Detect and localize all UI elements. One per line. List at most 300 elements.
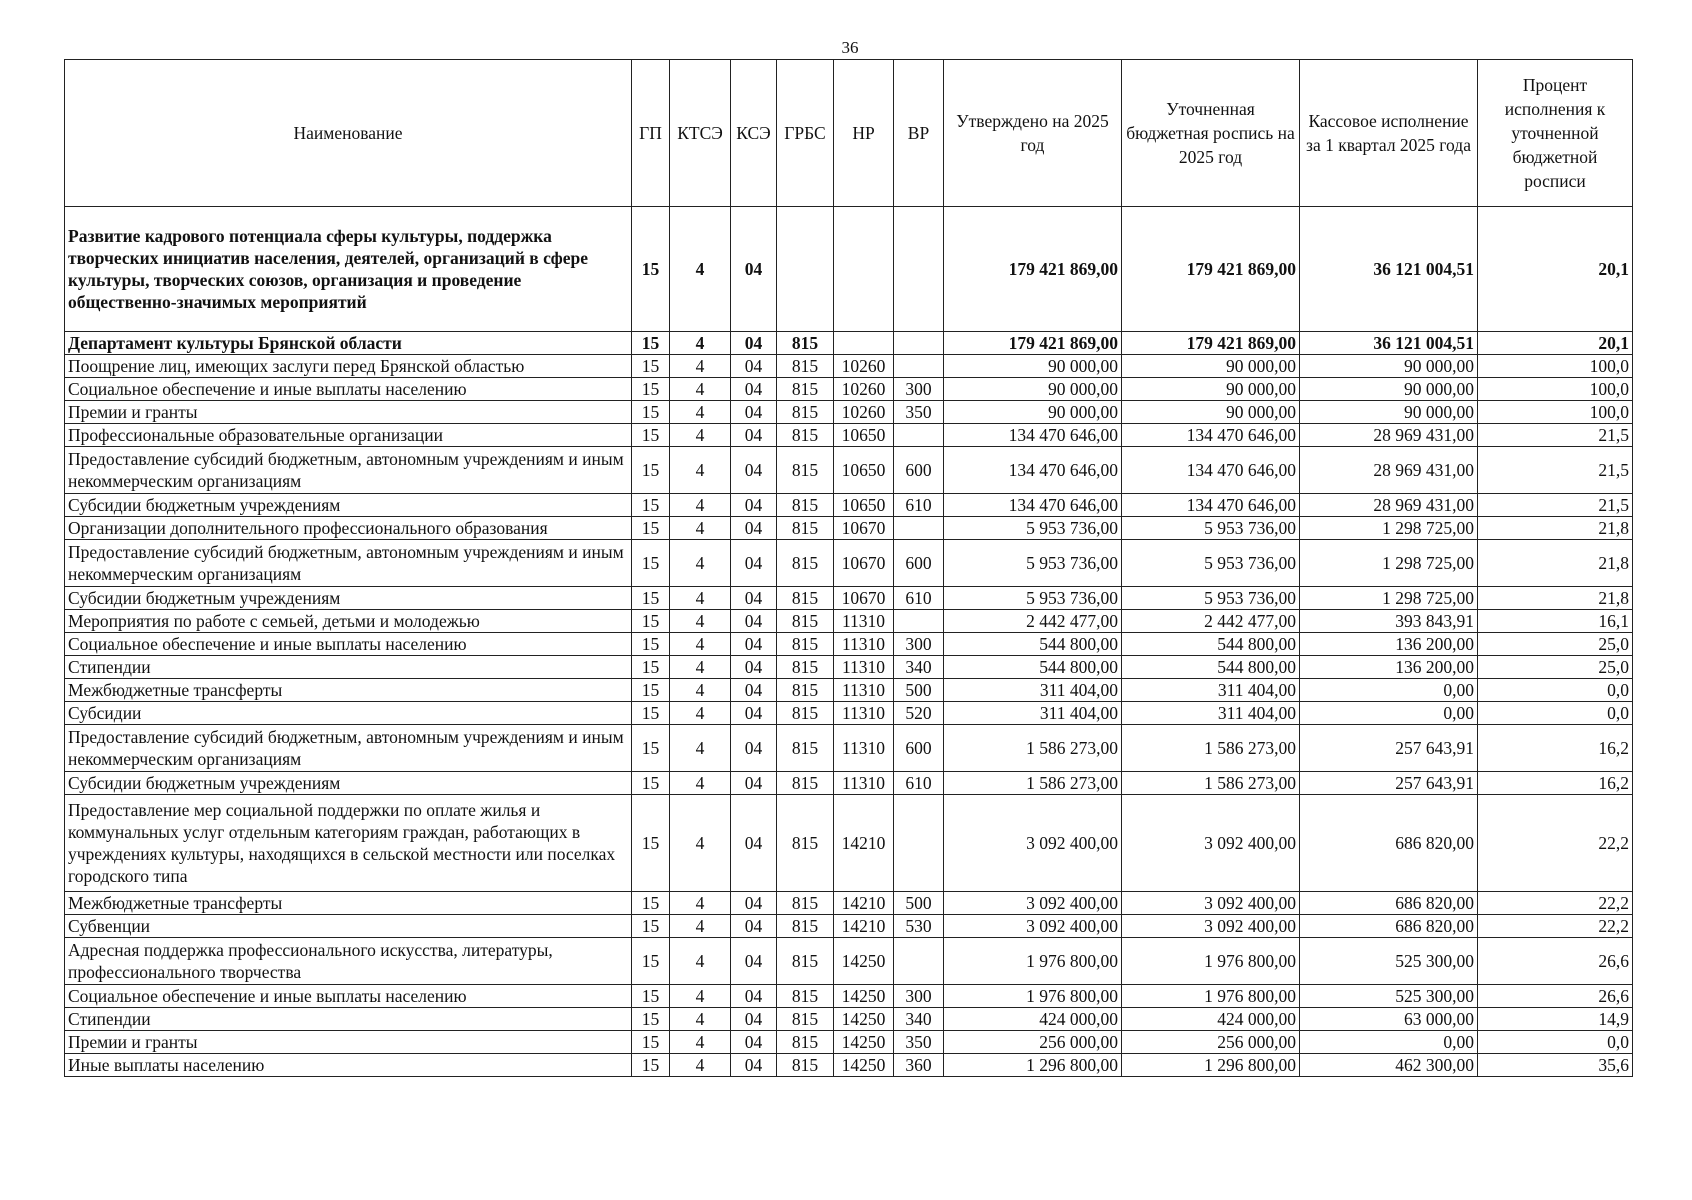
row-ktse: 4 (670, 985, 731, 1008)
row-cash: 525 300,00 (1300, 985, 1478, 1008)
row-vr: 610 (894, 772, 944, 795)
row-gp: 15 (632, 1054, 670, 1077)
row-grbs: 815 (777, 1031, 834, 1054)
row-gp: 15 (632, 892, 670, 915)
row-cash: 1 298 725,00 (1300, 587, 1478, 610)
row-refined: 90 000,00 (1122, 378, 1300, 401)
row-nr: 11310 (834, 725, 894, 772)
row-ktse: 4 (670, 725, 731, 772)
row-approved: 424 000,00 (944, 1008, 1122, 1031)
row-grbs: 815 (777, 401, 834, 424)
row-percent: 20,1 (1478, 207, 1633, 332)
row-gp: 15 (632, 985, 670, 1008)
row-vr: 340 (894, 656, 944, 679)
row-refined: 544 800,00 (1122, 633, 1300, 656)
row-cash: 525 300,00 (1300, 938, 1478, 985)
row-kse: 04 (731, 540, 777, 587)
header-vr: ВР (894, 60, 944, 207)
row-gp: 15 (632, 772, 670, 795)
header-nr: НР (834, 60, 894, 207)
row-grbs: 815 (777, 517, 834, 540)
row-gp: 15 (632, 725, 670, 772)
row-name: Стипендии (65, 656, 632, 679)
row-ktse: 4 (670, 494, 731, 517)
row-vr: 600 (894, 725, 944, 772)
table-row (65, 679, 1633, 702)
row-approved: 544 800,00 (944, 656, 1122, 679)
row-vr (894, 355, 944, 378)
row-refined: 2 442 477,00 (1122, 610, 1300, 633)
row-name: Социальное обеспечение и иные выплаты населению (65, 633, 632, 656)
row-ktse: 4 (670, 540, 731, 587)
table-row (65, 656, 1633, 679)
row-approved: 134 470 646,00 (944, 424, 1122, 447)
row-cash: 28 969 431,00 (1300, 494, 1478, 517)
row-refined: 90 000,00 (1122, 355, 1300, 378)
row-nr: 14250 (834, 985, 894, 1008)
row-grbs: 815 (777, 332, 834, 355)
row-percent: 21,8 (1478, 587, 1633, 610)
row-cash: 686 820,00 (1300, 795, 1478, 892)
row-grbs: 815 (777, 540, 834, 587)
row-gp: 15 (632, 494, 670, 517)
row-gp: 15 (632, 540, 670, 587)
row-approved: 5 953 736,00 (944, 517, 1122, 540)
budget-execution-table (64, 59, 1633, 1077)
row-grbs: 815 (777, 355, 834, 378)
row-cash: 28 969 431,00 (1300, 447, 1478, 494)
row-ktse: 4 (670, 772, 731, 795)
row-gp: 15 (632, 679, 670, 702)
row-nr: 11310 (834, 702, 894, 725)
row-grbs: 815 (777, 447, 834, 494)
row-grbs: 815 (777, 985, 834, 1008)
row-nr (834, 332, 894, 355)
row-approved: 5 953 736,00 (944, 587, 1122, 610)
table-row (65, 378, 1633, 401)
row-ktse: 4 (670, 424, 731, 447)
table-row (65, 1054, 1633, 1077)
header-name: Наименование (65, 60, 632, 207)
row-approved: 3 092 400,00 (944, 795, 1122, 892)
row-percent: 22,2 (1478, 892, 1633, 915)
row-percent: 16,2 (1478, 772, 1633, 795)
row-approved: 3 092 400,00 (944, 892, 1122, 915)
header-approved: Утверждено на 2025 год (944, 60, 1122, 207)
row-name: Развитие кадрового потенциала сферы культуры, поддержка творческих инициатив населения, деятелей, организаций в сфере культуры, творческих союзов, организация и проведение общественно-значимых мероприятий (65, 207, 632, 332)
row-name: Предоставление субсидий бюджетным, автономным учреждениям и иным некоммерческим организациям (65, 540, 632, 587)
row-ktse: 4 (670, 938, 731, 985)
row-vr: 530 (894, 915, 944, 938)
header-grbs: ГРБС (777, 60, 834, 207)
row-kse: 04 (731, 332, 777, 355)
row-ktse: 4 (670, 517, 731, 540)
row-percent: 0,0 (1478, 702, 1633, 725)
row-cash: 28 969 431,00 (1300, 424, 1478, 447)
row-nr: 10670 (834, 517, 894, 540)
row-grbs: 815 (777, 378, 834, 401)
row-cash: 0,00 (1300, 679, 1478, 702)
row-approved: 134 470 646,00 (944, 447, 1122, 494)
row-grbs: 815 (777, 1008, 834, 1031)
row-refined: 179 421 869,00 (1122, 332, 1300, 355)
row-kse: 04 (731, 517, 777, 540)
row-ktse: 4 (670, 702, 731, 725)
row-refined: 5 953 736,00 (1122, 540, 1300, 587)
row-percent: 100,0 (1478, 355, 1633, 378)
row-approved: 1 586 273,00 (944, 725, 1122, 772)
row-gp: 15 (632, 656, 670, 679)
row-name: Департамент культуры Брянской области (65, 332, 632, 355)
row-cash: 686 820,00 (1300, 915, 1478, 938)
table-row (65, 892, 1633, 915)
row-refined: 3 092 400,00 (1122, 892, 1300, 915)
table-row (65, 494, 1633, 517)
row-grbs: 815 (777, 587, 834, 610)
row-ktse: 4 (670, 355, 731, 378)
row-refined: 5 953 736,00 (1122, 587, 1300, 610)
row-cash: 462 300,00 (1300, 1054, 1478, 1077)
row-ktse: 4 (670, 401, 731, 424)
row-name: Мероприятия по работе с семьей, детьми и молодежью (65, 610, 632, 633)
row-name: Субвенции (65, 915, 632, 938)
row-gp: 15 (632, 915, 670, 938)
row-nr: 10650 (834, 447, 894, 494)
row-nr: 11310 (834, 610, 894, 633)
row-vr (894, 332, 944, 355)
row-cash: 36 121 004,51 (1300, 207, 1478, 332)
row-approved: 3 092 400,00 (944, 915, 1122, 938)
table-row (65, 401, 1633, 424)
row-name: Межбюджетные трансферты (65, 679, 632, 702)
row-percent: 100,0 (1478, 378, 1633, 401)
header-gp: ГП (632, 60, 670, 207)
row-cash: 90 000,00 (1300, 378, 1478, 401)
table-row (65, 915, 1633, 938)
row-name: Премии и гранты (65, 401, 632, 424)
row-name: Организации дополнительного профессионального образования (65, 517, 632, 540)
row-kse: 04 (731, 610, 777, 633)
row-refined: 5 953 736,00 (1122, 517, 1300, 540)
row-percent: 14,9 (1478, 1008, 1633, 1031)
row-kse: 04 (731, 1054, 777, 1077)
row-nr: 11310 (834, 772, 894, 795)
row-nr: 11310 (834, 633, 894, 656)
table-row (65, 355, 1633, 378)
table-row (65, 540, 1633, 587)
row-kse: 04 (731, 656, 777, 679)
row-kse: 04 (731, 1031, 777, 1054)
row-kse: 04 (731, 355, 777, 378)
row-ktse: 4 (670, 633, 731, 656)
row-vr (894, 610, 944, 633)
row-gp: 15 (632, 702, 670, 725)
row-kse: 04 (731, 587, 777, 610)
row-nr (834, 207, 894, 332)
row-approved: 179 421 869,00 (944, 332, 1122, 355)
row-vr: 360 (894, 1054, 944, 1077)
row-approved: 134 470 646,00 (944, 494, 1122, 517)
row-nr: 10650 (834, 494, 894, 517)
row-percent: 21,8 (1478, 540, 1633, 587)
row-kse: 04 (731, 892, 777, 915)
row-grbs: 815 (777, 610, 834, 633)
row-approved: 179 421 869,00 (944, 207, 1122, 332)
row-ktse: 4 (670, 679, 731, 702)
row-vr (894, 938, 944, 985)
table-row (65, 795, 1633, 892)
header-percent: Процент исполнения к уточненной бюджетной росписи (1478, 60, 1633, 207)
row-percent: 25,0 (1478, 633, 1633, 656)
row-cash: 36 121 004,51 (1300, 332, 1478, 355)
row-gp: 15 (632, 332, 670, 355)
row-cash: 257 643,91 (1300, 772, 1478, 795)
row-name: Предоставление мер социальной поддержки по оплате жилья и коммунальных услуг отдельным категориям граждан, работающих в учреждениях культуры, находящихся в сельской местности или поселках городского типа (65, 795, 632, 892)
row-vr: 340 (894, 1008, 944, 1031)
row-vr: 600 (894, 447, 944, 494)
row-grbs: 815 (777, 915, 834, 938)
row-gp: 15 (632, 355, 670, 378)
table-body (65, 207, 1633, 1077)
row-percent: 0,0 (1478, 679, 1633, 702)
row-percent: 21,5 (1478, 447, 1633, 494)
row-cash: 1 298 725,00 (1300, 540, 1478, 587)
row-grbs: 815 (777, 795, 834, 892)
row-vr: 300 (894, 378, 944, 401)
row-refined: 1 976 800,00 (1122, 938, 1300, 985)
row-ktse: 4 (670, 207, 731, 332)
row-approved: 256 000,00 (944, 1031, 1122, 1054)
row-vr (894, 517, 944, 540)
row-approved: 5 953 736,00 (944, 540, 1122, 587)
row-name: Иные выплаты населению (65, 1054, 632, 1077)
row-nr: 14250 (834, 1054, 894, 1077)
row-cash: 136 200,00 (1300, 633, 1478, 656)
row-vr: 610 (894, 494, 944, 517)
row-cash: 0,00 (1300, 1031, 1478, 1054)
row-grbs: 815 (777, 679, 834, 702)
row-ktse: 4 (670, 795, 731, 892)
row-ktse: 4 (670, 656, 731, 679)
row-name: Субсидии (65, 702, 632, 725)
row-ktse: 4 (670, 378, 731, 401)
table-row (65, 725, 1633, 772)
row-gp: 15 (632, 401, 670, 424)
row-ktse: 4 (670, 1008, 731, 1031)
row-ktse: 4 (670, 1054, 731, 1077)
row-refined: 134 470 646,00 (1122, 424, 1300, 447)
row-name: Стипендии (65, 1008, 632, 1031)
row-refined: 1 586 273,00 (1122, 725, 1300, 772)
row-name: Поощрение лиц, имеющих заслуги перед Брянской областью (65, 355, 632, 378)
row-vr: 300 (894, 633, 944, 656)
row-gp: 15 (632, 633, 670, 656)
row-nr: 14210 (834, 915, 894, 938)
row-refined: 3 092 400,00 (1122, 795, 1300, 892)
row-percent: 20,1 (1478, 332, 1633, 355)
row-name: Премии и гранты (65, 1031, 632, 1054)
table-row (65, 610, 1633, 633)
row-percent: 0,0 (1478, 1031, 1633, 1054)
row-nr: 14250 (834, 938, 894, 985)
row-nr: 14210 (834, 795, 894, 892)
row-ktse: 4 (670, 447, 731, 494)
row-nr: 10260 (834, 355, 894, 378)
row-ktse: 4 (670, 892, 731, 915)
row-nr: 10260 (834, 401, 894, 424)
row-kse: 04 (731, 772, 777, 795)
row-refined: 3 092 400,00 (1122, 915, 1300, 938)
row-approved: 311 404,00 (944, 702, 1122, 725)
row-ktse: 4 (670, 915, 731, 938)
row-approved: 1 976 800,00 (944, 985, 1122, 1008)
row-grbs: 815 (777, 892, 834, 915)
row-approved: 1 296 800,00 (944, 1054, 1122, 1077)
row-grbs: 815 (777, 725, 834, 772)
row-ktse: 4 (670, 332, 731, 355)
page-number: 36 (841, 38, 859, 57)
row-refined: 134 470 646,00 (1122, 494, 1300, 517)
table-row (65, 517, 1633, 540)
row-nr: 14210 (834, 892, 894, 915)
row-gp: 15 (632, 938, 670, 985)
table-row (65, 772, 1633, 795)
row-nr: 14250 (834, 1008, 894, 1031)
row-vr (894, 424, 944, 447)
row-name: Социальное обеспечение и иные выплаты населению (65, 378, 632, 401)
row-kse: 04 (731, 207, 777, 332)
row-ktse: 4 (670, 610, 731, 633)
row-kse: 04 (731, 633, 777, 656)
row-kse: 04 (731, 679, 777, 702)
row-kse: 04 (731, 702, 777, 725)
row-gp: 15 (632, 447, 670, 494)
row-cash: 0,00 (1300, 702, 1478, 725)
row-vr: 300 (894, 985, 944, 1008)
row-refined: 256 000,00 (1122, 1031, 1300, 1054)
row-refined: 424 000,00 (1122, 1008, 1300, 1031)
row-percent: 35,6 (1478, 1054, 1633, 1077)
row-vr: 350 (894, 401, 944, 424)
row-vr: 520 (894, 702, 944, 725)
row-name: Социальное обеспечение и иные выплаты населению (65, 985, 632, 1008)
row-kse: 04 (731, 915, 777, 938)
row-kse: 04 (731, 725, 777, 772)
row-refined: 134 470 646,00 (1122, 447, 1300, 494)
row-cash: 90 000,00 (1300, 355, 1478, 378)
row-name: Предоставление субсидий бюджетным, автономным учреждениям и иным некоммерческим организациям (65, 447, 632, 494)
row-grbs (777, 207, 834, 332)
row-cash: 257 643,91 (1300, 725, 1478, 772)
row-grbs: 815 (777, 494, 834, 517)
row-kse: 04 (731, 795, 777, 892)
row-refined: 544 800,00 (1122, 656, 1300, 679)
table-header-row (65, 60, 1633, 207)
row-vr: 350 (894, 1031, 944, 1054)
row-nr: 11310 (834, 656, 894, 679)
table-row (65, 447, 1633, 494)
row-percent: 22,2 (1478, 915, 1633, 938)
row-grbs: 815 (777, 702, 834, 725)
row-vr: 610 (894, 587, 944, 610)
row-kse: 04 (731, 401, 777, 424)
row-percent: 25,0 (1478, 656, 1633, 679)
row-nr: 11310 (834, 679, 894, 702)
row-refined: 90 000,00 (1122, 401, 1300, 424)
row-nr: 10260 (834, 378, 894, 401)
row-grbs: 815 (777, 772, 834, 795)
row-approved: 90 000,00 (944, 355, 1122, 378)
row-kse: 04 (731, 447, 777, 494)
row-vr (894, 795, 944, 892)
row-percent: 22,2 (1478, 795, 1633, 892)
row-cash: 1 298 725,00 (1300, 517, 1478, 540)
row-percent: 21,5 (1478, 424, 1633, 447)
table-row (65, 207, 1633, 332)
row-refined: 1 586 273,00 (1122, 772, 1300, 795)
table-row (65, 424, 1633, 447)
row-percent: 26,6 (1478, 938, 1633, 985)
row-vr: 500 (894, 892, 944, 915)
row-gp: 15 (632, 207, 670, 332)
row-vr: 600 (894, 540, 944, 587)
row-name: Субсидии бюджетным учреждениям (65, 587, 632, 610)
header-ktse: КТСЭ (670, 60, 731, 207)
row-kse: 04 (731, 1008, 777, 1031)
row-gp: 15 (632, 517, 670, 540)
row-gp: 15 (632, 795, 670, 892)
row-nr: 14250 (834, 1031, 894, 1054)
row-grbs: 815 (777, 1054, 834, 1077)
row-percent: 21,8 (1478, 517, 1633, 540)
row-kse: 04 (731, 985, 777, 1008)
row-gp: 15 (632, 424, 670, 447)
row-ktse: 4 (670, 587, 731, 610)
table-row (65, 587, 1633, 610)
row-name: Межбюджетные трансферты (65, 892, 632, 915)
row-kse: 04 (731, 938, 777, 985)
row-percent: 16,1 (1478, 610, 1633, 633)
header-kse: КСЭ (731, 60, 777, 207)
table-row (65, 702, 1633, 725)
row-refined: 311 404,00 (1122, 679, 1300, 702)
row-name: Адресная поддержка профессионального искусства, литературы, профессионального творчества (65, 938, 632, 985)
row-grbs: 815 (777, 938, 834, 985)
row-ktse: 4 (670, 1031, 731, 1054)
row-name: Профессиональные образовательные организации (65, 424, 632, 447)
row-approved: 90 000,00 (944, 378, 1122, 401)
row-approved: 311 404,00 (944, 679, 1122, 702)
row-cash: 63 000,00 (1300, 1008, 1478, 1031)
row-nr: 10650 (834, 424, 894, 447)
row-vr: 500 (894, 679, 944, 702)
row-refined: 1 976 800,00 (1122, 985, 1300, 1008)
table-row (65, 985, 1633, 1008)
row-approved: 2 442 477,00 (944, 610, 1122, 633)
row-approved: 90 000,00 (944, 401, 1122, 424)
row-nr: 10670 (834, 587, 894, 610)
row-cash: 136 200,00 (1300, 656, 1478, 679)
row-vr (894, 207, 944, 332)
header-cash: Кассовое исполнение за 1 квартал 2025 года (1300, 60, 1478, 207)
row-refined: 1 296 800,00 (1122, 1054, 1300, 1077)
row-name: Субсидии бюджетным учреждениям (65, 494, 632, 517)
table-row (65, 633, 1633, 656)
row-name: Предоставление субсидий бюджетным, автономным учреждениям и иным некоммерческим организациям (65, 725, 632, 772)
table-row (65, 332, 1633, 355)
row-kse: 04 (731, 424, 777, 447)
header-refined: Уточненная бюджетная роспись на 2025 год (1122, 60, 1300, 207)
